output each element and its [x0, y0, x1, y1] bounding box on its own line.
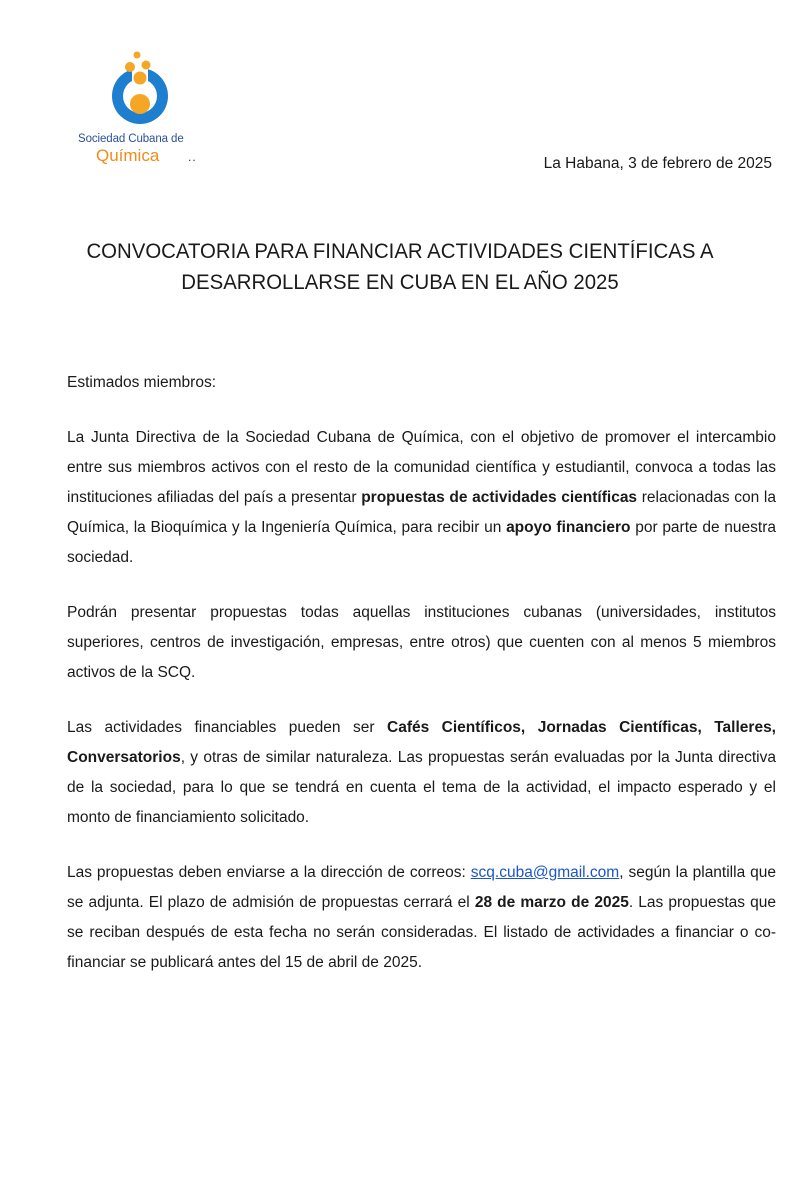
p1-text-1: La Junta Directiva de la Sociedad Cubana de Química, con el objetivo de promover el intercambio entre sus miembros activos con el resto de la comunidad científica y estudiantil, convoca a todas las instituciones afiliadas del país a presentar [67, 429, 776, 506]
p1-bold-financial-support: apoyo financiero [506, 519, 631, 536]
p4-bold-deadline: 28 de marzo de 2025 [474, 894, 629, 911]
email-link[interactable]: scq.cuba@gmail.com [470, 864, 620, 881]
title-line-1: CONVOCATORIA PARA FINANCIAR ACTIVIDADES CIENTÍFICAS A [86, 240, 714, 263]
p3-text-2: , y otras de similar naturaleza. Las propuestas serán evaluadas por la Junta directiva de la sociedad, para lo que se tendrá en cuenta el tema de la actividad, el impacto esperado y el monto de financiamiento solicitado. [67, 749, 776, 826]
logo-text-chemistry: Química [96, 146, 160, 165]
p4-text-2: , según la plantilla que se adjunta. El plazo de admisión de propuestas cerrará el [67, 864, 776, 911]
p4-text-3: . Las propuestas que se reciban después de esta fecha no serán consideradas. El listado de actividades a financiar o co-financiar se publicará antes del 15 de abril de 2025. [67, 894, 777, 971]
p4-text-1: Las propuestas deben enviarse a la dirección de correos: [67, 864, 471, 881]
p1-bold-proposals: propuestas de actividades científicas [361, 489, 638, 506]
p1-text-2: relacionadas con la Química, la Bioquímica y la Ingeniería Química, para recibir un [67, 489, 776, 536]
paragraph-submission [67, 858, 776, 978]
p3-bold-activity-types: Cafés Científicos, Jornadas Científicas, Talleres, Conversatorios [67, 719, 776, 766]
document-date: La Habana, 3 de febrero de 2025 [543, 155, 772, 172]
paragraph-eligibility [67, 598, 776, 688]
document-title [51, 236, 749, 298]
p1-text-3: por parte de nuestra sociedad. [67, 519, 776, 566]
document-body [67, 368, 776, 1003]
logo-text-society: Sociedad Cubana de [78, 133, 184, 145]
logo-marks: .. [188, 150, 197, 164]
chemistry-flask-logo-icon [94, 48, 184, 138]
paragraph-intro [67, 423, 776, 573]
title-line-2: DESARROLLARSE EN CUBA EN EL AÑO 2025 [181, 271, 619, 294]
p3-text-1: Las actividades financiables pueden ser [67, 719, 387, 736]
paragraph-activities [67, 713, 776, 833]
greeting: Estimados miembros: [67, 374, 217, 391]
p2-text-1: Podrán presentar propuestas todas aquellas instituciones cubanas (universidades, institutos superiores, centros de investigación, empresas, entre otros) que cuenten con al menos 5 miembros activos de la SCQ. [67, 604, 776, 681]
